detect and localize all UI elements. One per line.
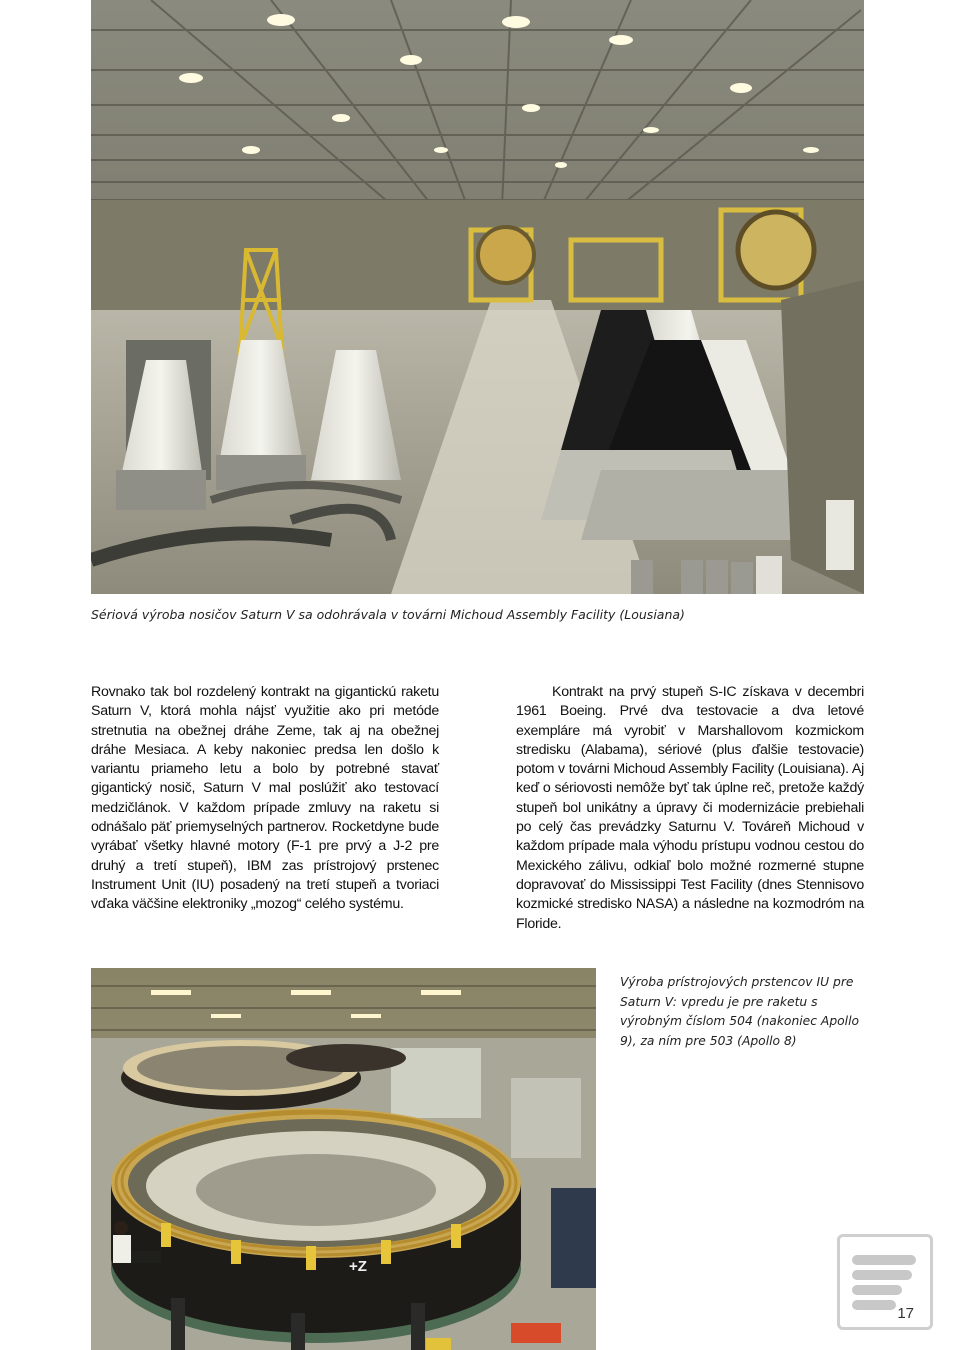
instrument-unit-illustration xyxy=(91,968,596,1350)
top-photo-caption: Sériová výroba nosičov Saturn V sa odohrávala v továrni Michoud Assembly Facility (Lousiana) xyxy=(91,607,685,622)
bottom-photo-caption: Výroba prístrojových prstencov IU pre Saturn V: vpredu je pre raketu s výrobným číslom 504 (nakoniec Apollo 9), za ním pre 503 (Apollo 8) xyxy=(620,975,860,1048)
instrument-unit-photo xyxy=(91,968,596,1350)
ring-axis-label: +Z xyxy=(349,1258,367,1275)
body-text-left-column: Rovnako tak bol rozdelený kontrakt na gigantickú raketu Saturn V, ktorá mohla nájsť využitie ako pri metóde stretnutia na obežnej dráhe Zeme, tak aj na obežnej dráhe Mesiaca. A keby nakoniec predsa len došlo k variantu priameho letu a bolo by potrebné stavať gigantický nosič, Saturn V mal poslúžiť ako testovací medzičlánok. V každom prípade zmluvy na raketu si odnášalo päť priemyselných partnerov. Rocketdyne bude vyrábať všetky hlavné motory (F-1 pre prvý a J-2 pre druhý a tretí stupeň), IBM zas prístrojový prstenec Instrument Unit (IU) posadený na tretí stupeň a tvoriaci vďaka väčšine elektroniky „mozog“ celého systému. xyxy=(91,684,439,913)
page-number: 17 xyxy=(897,1305,914,1322)
factory-assembly-photo xyxy=(91,0,864,594)
factory-assembly-illustration xyxy=(91,0,864,594)
page-badge-icon xyxy=(837,1234,933,1330)
body-text-right-column: Kontrakt na prvý stupeň S-IC získava v decembri 1961 Boeing. Prvé dva testovacie a dva letové exempláre má vyrobiť v Marshallovom kozmickom stredisku (Alabama), sériové (plus ďalšie testovacie) potom v továrni Michoud Assembly Facility (Louisiana). Aj keď o sériovosti nemôže byť tak úplne reč, pretože každý stupeň bol unikátny a úpravy či modernizácie prebiehali po celý čas prevádzky Saturnu V. Továreň Michoud v každom prípade mala výhodu prístupu vodnou cestou do Mexického zálivu, odkiaľ bolo možné rozmerné stupne dopravovať do Mississippi Test Facility (dnes Stennisovo kozmické stredisko NASA) a následne na kozmodróm na Floride. xyxy=(516,684,864,932)
